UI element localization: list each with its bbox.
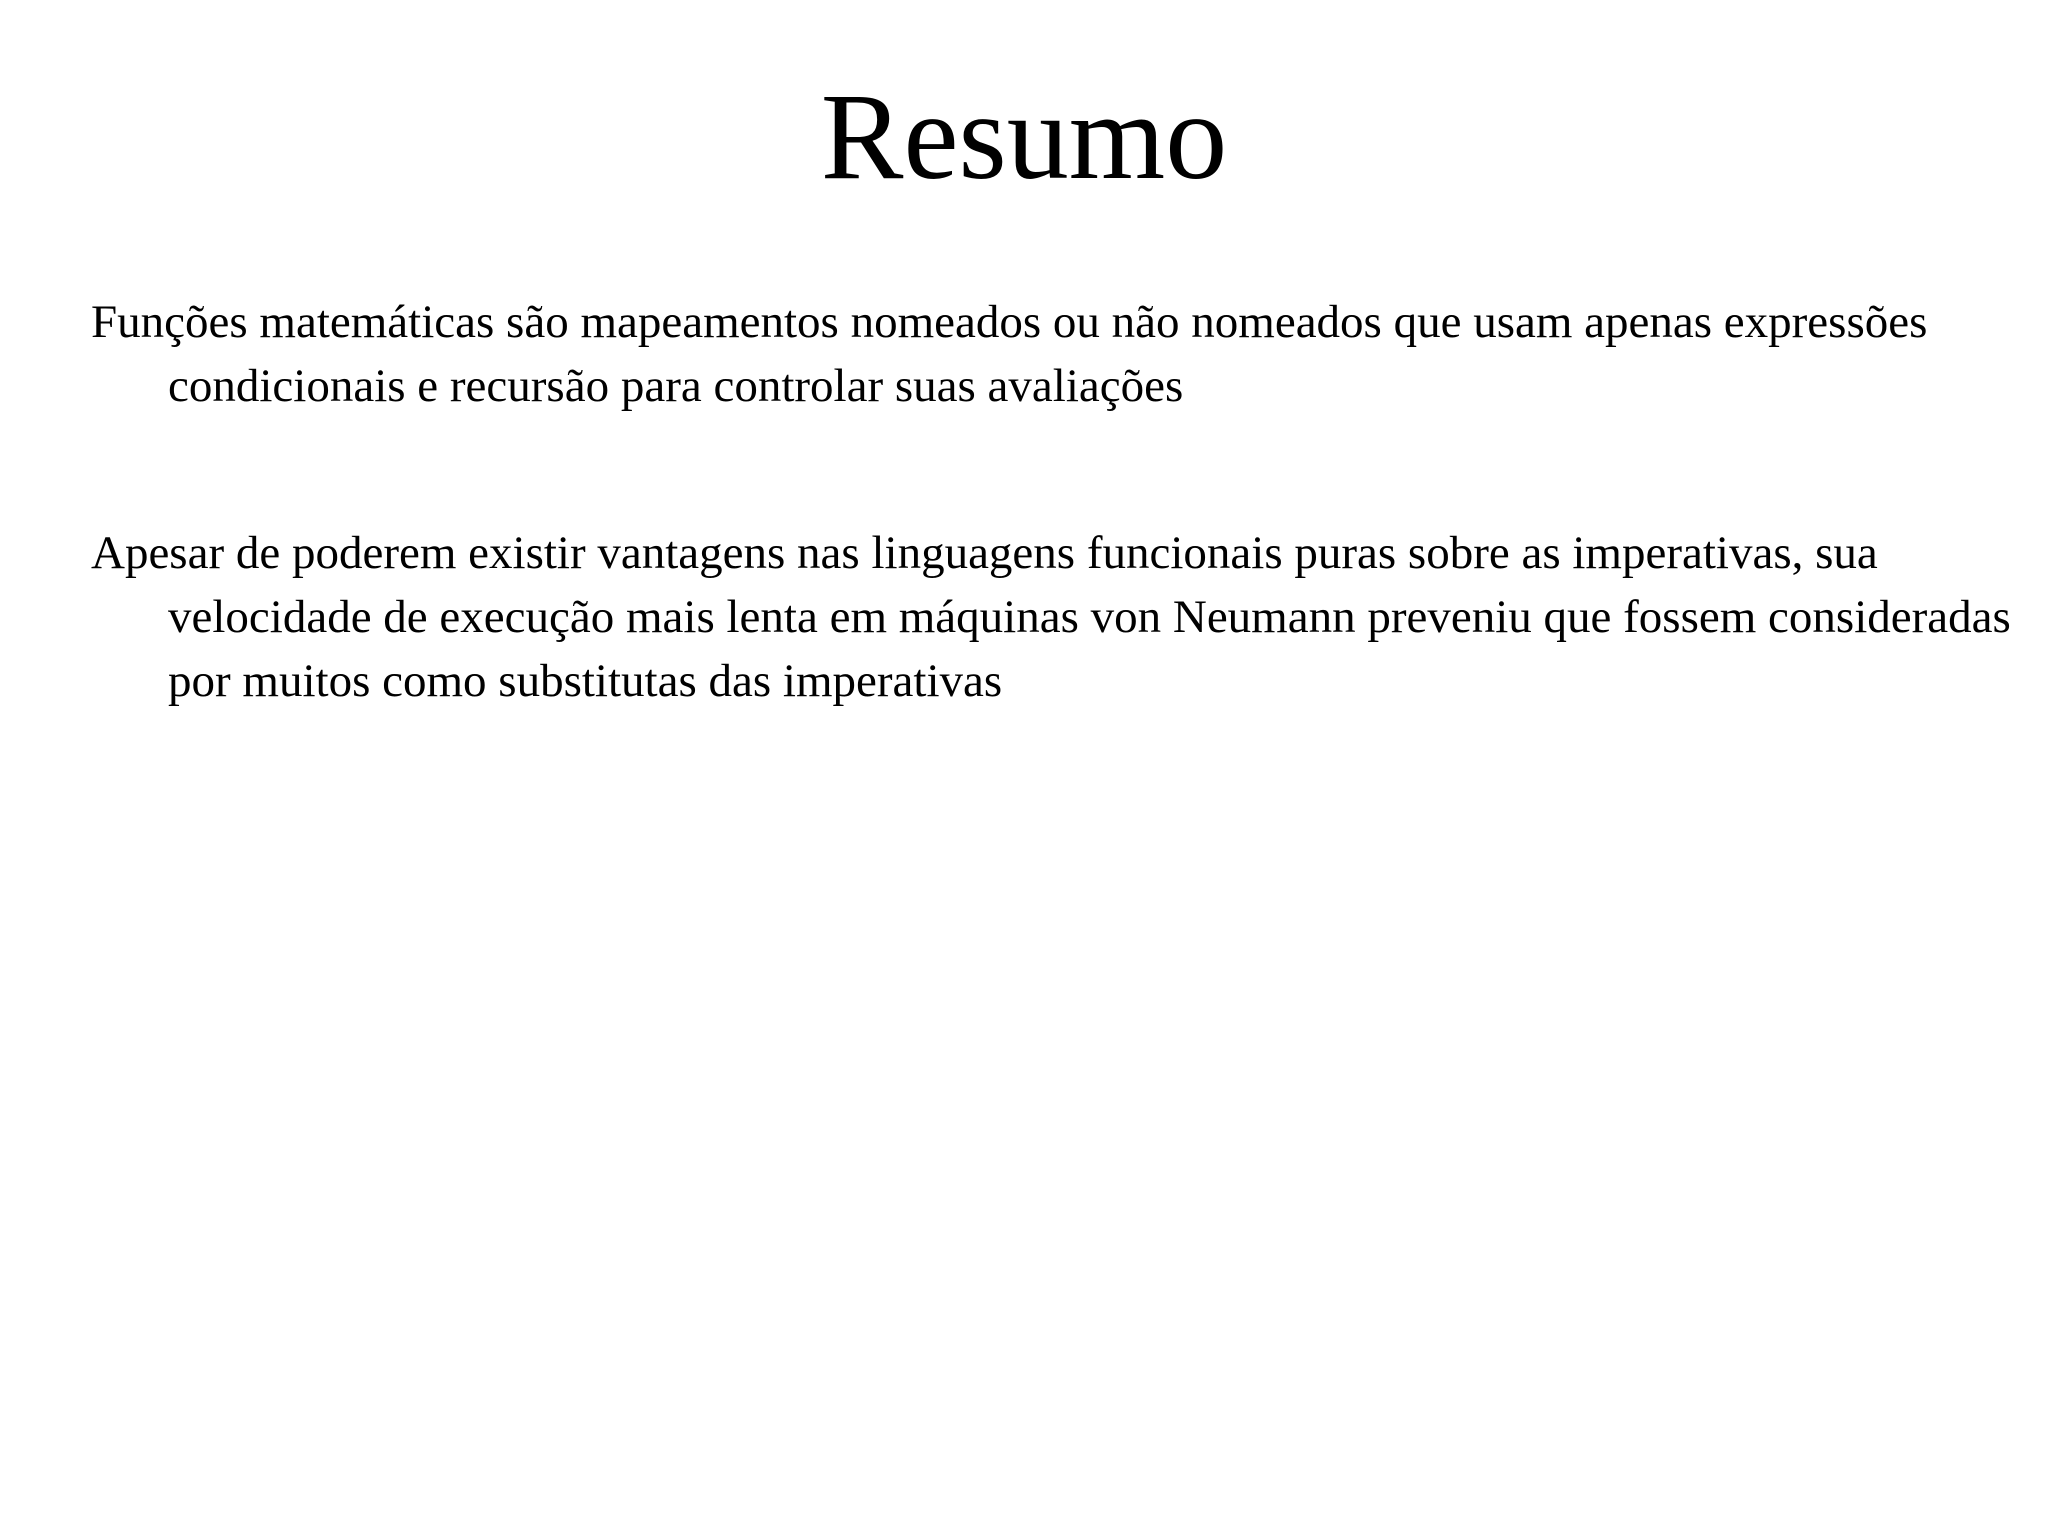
bullet-item: Apesar de poderem existir vantagens nas linguagens funcionais puras sobre as imperativas, sua velocidade de execução mais lenta em máquinas von Neumann preveniu que fossem consideradas por muitos como substitutas das imperativas xyxy=(91,527,2011,707)
bullet-item: Funções matemáticas são mapeamentos nomeados ou não nomeados que usam apenas expressões condicionais e recursão para controlar suas avaliações xyxy=(91,296,1928,412)
slide-title: Resumo xyxy=(820,68,1228,205)
bullet-list xyxy=(91,290,2021,713)
